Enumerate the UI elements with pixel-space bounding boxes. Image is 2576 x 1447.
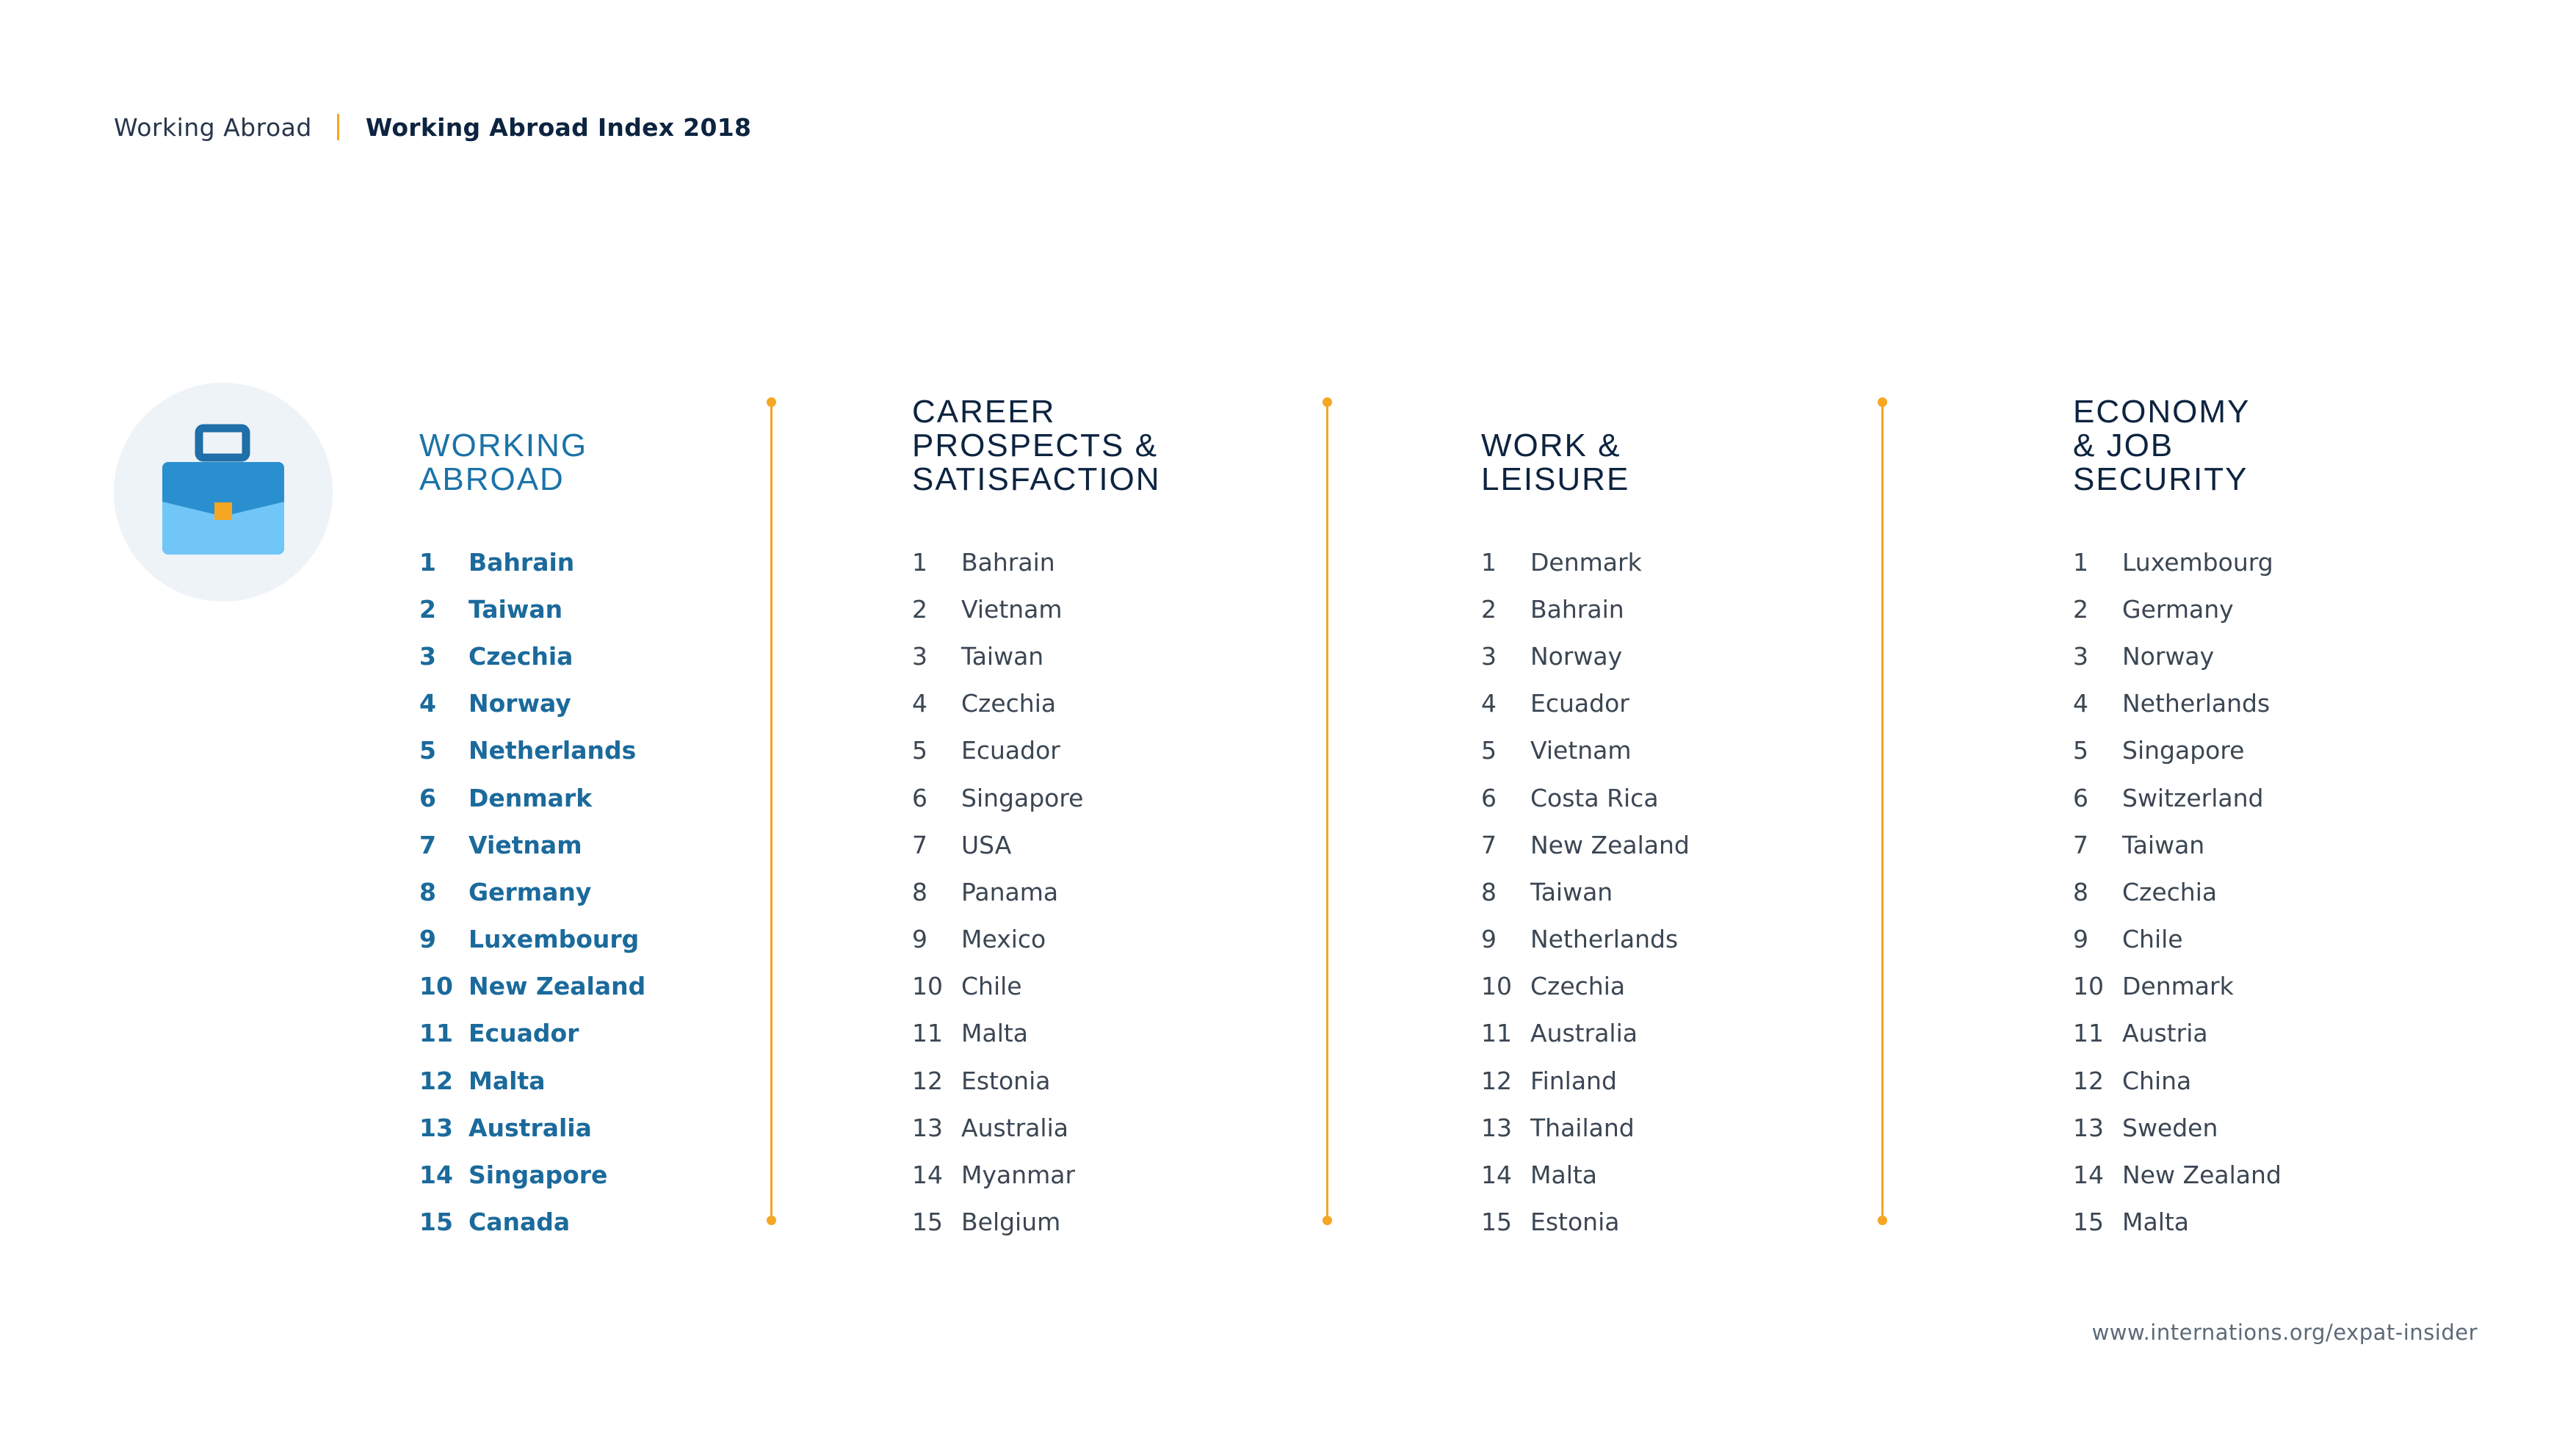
- country-name: New Zealand: [468, 972, 646, 1001]
- rank-number: 10: [912, 972, 943, 1001]
- list-item: [912, 821, 1083, 868]
- country-name: New Zealand: [1530, 830, 1690, 859]
- list-item: [2073, 1151, 2282, 1198]
- divider-line: [1326, 403, 1328, 1220]
- list-item: [419, 680, 645, 727]
- list-item: [912, 727, 1083, 774]
- country-name: Vietnam: [1530, 736, 1632, 765]
- country-name: Netherlands: [468, 736, 637, 765]
- country-name: Czechia: [2122, 877, 2218, 906]
- list-item: [2073, 821, 2282, 868]
- list-item: [2073, 585, 2282, 632]
- rank-number: 7: [2073, 830, 2088, 859]
- rank-number: 7: [1481, 830, 1497, 859]
- country-name: Chile: [2122, 925, 2183, 954]
- country-name: Ecuador: [468, 1019, 579, 1048]
- rank-number: 8: [1481, 877, 1497, 906]
- list-item: [2073, 774, 2282, 821]
- breadcrumb-separator: [337, 114, 339, 140]
- rank-number: 2: [1481, 594, 1497, 624]
- rank-number: 1: [419, 547, 436, 577]
- source-url[interactable]: www.internations.org/expat-insider: [2091, 1320, 2478, 1345]
- country-name: Luxembourg: [468, 925, 640, 954]
- country-name: Finland: [1530, 1066, 1617, 1095]
- country-name: Switzerland: [2122, 783, 2264, 812]
- rank-number: 1: [2073, 547, 2088, 577]
- list-item: [912, 1010, 1083, 1057]
- country-name: Czechia: [1530, 972, 1626, 1001]
- list-item: [1481, 1199, 1690, 1246]
- list-item: [419, 727, 645, 774]
- rank-number: 13: [1481, 1113, 1512, 1142]
- rank-number: 12: [1481, 1066, 1512, 1095]
- list-item: [419, 538, 645, 585]
- list-item: [419, 1104, 645, 1151]
- list-item: [419, 632, 645, 679]
- rank-number: 15: [1481, 1208, 1512, 1237]
- page-title: Working Abroad Index 2018: [365, 112, 752, 142]
- list-item: [912, 538, 1083, 585]
- list-item: [912, 1104, 1083, 1151]
- country-name: Bahrain: [1530, 594, 1624, 624]
- country-name: Bahrain: [468, 547, 575, 577]
- list-item: [1481, 538, 1690, 585]
- rank-number: 10: [1481, 972, 1512, 1001]
- rank-number: 15: [2073, 1208, 2104, 1237]
- rank-number: 12: [912, 1066, 943, 1095]
- rank-number: 13: [912, 1113, 943, 1142]
- column-title: CAREER PROSPECTS & SATISFACTION: [912, 394, 1161, 497]
- country-name: Norway: [468, 689, 571, 718]
- list-item: [419, 585, 645, 632]
- list-item: [419, 963, 645, 1010]
- rank-number: 2: [912, 594, 927, 624]
- list-item: [912, 1151, 1083, 1198]
- list-item: [1481, 727, 1690, 774]
- rank-number: 11: [2073, 1019, 2104, 1048]
- list-item: [1481, 821, 1690, 868]
- country-name: Taiwan: [1530, 877, 1613, 906]
- country-name: Singapore: [2122, 736, 2245, 765]
- list-item: [2073, 1199, 2282, 1246]
- rank-number: 12: [419, 1066, 453, 1095]
- rank-number: 14: [2073, 1161, 2104, 1190]
- country-name: Ecuador: [961, 736, 1060, 765]
- list-item: [2073, 727, 2282, 774]
- country-name: Denmark: [468, 783, 593, 812]
- list-item: [912, 868, 1083, 915]
- rank-number: 2: [419, 594, 436, 624]
- rank-number: 14: [419, 1161, 453, 1190]
- rank-number: 10: [419, 972, 453, 1001]
- country-name: Belgium: [961, 1208, 1061, 1237]
- country-name: Panama: [961, 877, 1059, 906]
- column-title: WORK & LEISURE: [1481, 427, 1630, 497]
- rank-number: 13: [2073, 1113, 2104, 1142]
- rank-number: 14: [1481, 1161, 1512, 1190]
- list-item: [419, 1010, 645, 1057]
- rank-number: 9: [1481, 925, 1497, 954]
- rank-number: 4: [1481, 689, 1497, 718]
- list-item: [912, 1057, 1083, 1104]
- rank-number: 11: [419, 1019, 453, 1048]
- rank-number: 6: [912, 783, 927, 812]
- list-item: [912, 585, 1083, 632]
- rank-number: 15: [419, 1208, 453, 1237]
- country-name: Austria: [2122, 1019, 2208, 1048]
- rank-number: 15: [912, 1208, 943, 1237]
- list-item: [1481, 1057, 1690, 1104]
- list-item: [1481, 916, 1690, 963]
- list-item: [912, 1199, 1083, 1246]
- country-name: Vietnam: [961, 594, 1063, 624]
- rank-number: 3: [912, 641, 927, 671]
- country-name: Chile: [961, 972, 1022, 1001]
- rank-number: 7: [419, 830, 436, 859]
- list-item: [1481, 774, 1690, 821]
- list-item: [419, 916, 645, 963]
- country-name: Australia: [468, 1113, 592, 1142]
- country-name: Singapore: [961, 783, 1084, 812]
- country-name: Taiwan: [468, 594, 563, 624]
- list-item: [419, 1199, 645, 1246]
- list-item: [1481, 585, 1690, 632]
- country-name: Malta: [468, 1066, 546, 1095]
- column-title: WORKING ABROAD: [419, 427, 588, 497]
- list-item: [912, 632, 1083, 679]
- list-item: [912, 916, 1083, 963]
- country-name: Ecuador: [1530, 689, 1629, 718]
- rank-number: 6: [2073, 783, 2088, 812]
- list-item: [1481, 868, 1690, 915]
- rank-number: 1: [1481, 547, 1497, 577]
- list-item: [912, 963, 1083, 1010]
- list-item: [2073, 916, 2282, 963]
- country-name: Czechia: [961, 689, 1057, 718]
- rank-number: 3: [1481, 641, 1497, 671]
- rank-number: 5: [2073, 736, 2088, 765]
- rank-number: 9: [2073, 925, 2088, 954]
- country-name: Czechia: [468, 641, 574, 671]
- rank-number: 5: [1481, 736, 1497, 765]
- country-name: Norway: [1530, 641, 1623, 671]
- divider-line: [770, 403, 773, 1220]
- rank-number: 14: [912, 1161, 943, 1190]
- list-item: [1481, 1151, 1690, 1198]
- country-name: Costa Rica: [1530, 783, 1659, 812]
- country-name: Germany: [468, 877, 592, 906]
- country-name: Thailand: [1530, 1113, 1635, 1142]
- list-item: [2073, 680, 2282, 727]
- rank-number: 8: [2073, 877, 2088, 906]
- country-name: Netherlands: [2122, 689, 2271, 718]
- country-name: Singapore: [468, 1161, 608, 1190]
- list-item: [2073, 868, 2282, 915]
- country-name: Vietnam: [468, 830, 582, 859]
- rank-number: 5: [912, 736, 927, 765]
- list-item: [419, 868, 645, 915]
- country-name: Sweden: [2122, 1113, 2218, 1142]
- rank-number: 6: [1481, 783, 1497, 812]
- country-name: Bahrain: [961, 547, 1055, 577]
- rank-number: 11: [912, 1019, 943, 1048]
- country-name: Malta: [1530, 1161, 1598, 1190]
- country-name: Taiwan: [961, 641, 1044, 671]
- country-name: China: [2122, 1066, 2192, 1095]
- rank-number: 9: [912, 925, 927, 954]
- country-name: Denmark: [2122, 972, 2234, 1001]
- rank-number: 8: [419, 877, 436, 906]
- list-item: [912, 680, 1083, 727]
- ranking-list: [2073, 538, 2282, 1246]
- country-name: Taiwan: [2122, 830, 2205, 859]
- rank-number: 7: [912, 830, 927, 859]
- list-item: [2073, 963, 2282, 1010]
- country-name: Australia: [1530, 1019, 1638, 1048]
- country-name: Estonia: [1530, 1208, 1620, 1237]
- list-item: [419, 1057, 645, 1104]
- country-name: Canada: [468, 1208, 571, 1237]
- rank-number: 4: [912, 689, 927, 718]
- list-item: [2073, 538, 2282, 585]
- list-item: [419, 1151, 645, 1198]
- ranking-list: [419, 538, 645, 1246]
- rank-number: 2: [2073, 594, 2088, 624]
- breadcrumb: [114, 109, 751, 145]
- rank-number: 13: [419, 1113, 453, 1142]
- country-name: New Zealand: [2122, 1161, 2282, 1190]
- country-name: Estonia: [961, 1066, 1051, 1095]
- ranking-list: [1481, 538, 1690, 1246]
- rank-number: 3: [419, 641, 436, 671]
- breadcrumb-parent-link[interactable]: Working Abroad: [114, 112, 312, 142]
- briefcase-badge: [114, 383, 333, 602]
- rank-number: 8: [912, 877, 927, 906]
- rank-number: 4: [419, 689, 436, 718]
- list-item: [2073, 1010, 2282, 1057]
- rank-number: 6: [419, 783, 436, 812]
- rank-number: 3: [2073, 641, 2088, 671]
- list-item: [419, 774, 645, 821]
- briefcase-icon: [155, 424, 292, 560]
- country-name: Denmark: [1530, 547, 1642, 577]
- rank-number: 10: [2073, 972, 2104, 1001]
- list-item: [1481, 1010, 1690, 1057]
- rank-number: 9: [419, 925, 436, 954]
- column-title: ECONOMY & JOB SECURITY: [2073, 394, 2251, 497]
- country-name: Myanmar: [961, 1161, 1076, 1190]
- list-item: [912, 774, 1083, 821]
- list-item: [1481, 963, 1690, 1010]
- country-name: Australia: [961, 1113, 1068, 1142]
- country-name: Germany: [2122, 594, 2234, 624]
- list-item: [2073, 1057, 2282, 1104]
- list-item: [2073, 1104, 2282, 1151]
- rank-number: 11: [1481, 1019, 1512, 1048]
- country-name: USA: [961, 830, 1012, 859]
- country-name: Malta: [961, 1019, 1029, 1048]
- country-name: Norway: [2122, 641, 2215, 671]
- country-name: Malta: [2122, 1208, 2190, 1237]
- list-item: [1481, 632, 1690, 679]
- rank-number: 4: [2073, 689, 2088, 718]
- list-item: [2073, 632, 2282, 679]
- country-name: Mexico: [961, 925, 1046, 954]
- ranking-list: [912, 538, 1083, 1246]
- list-item: [419, 821, 645, 868]
- country-name: Netherlands: [1530, 925, 1679, 954]
- divider-line: [1881, 403, 1884, 1220]
- rank-number: 12: [2073, 1066, 2104, 1095]
- rank-number: 1: [912, 547, 927, 577]
- list-item: [1481, 1104, 1690, 1151]
- country-name: Luxembourg: [2122, 547, 2273, 577]
- list-item: [1481, 680, 1690, 727]
- rank-number: 5: [419, 736, 436, 765]
